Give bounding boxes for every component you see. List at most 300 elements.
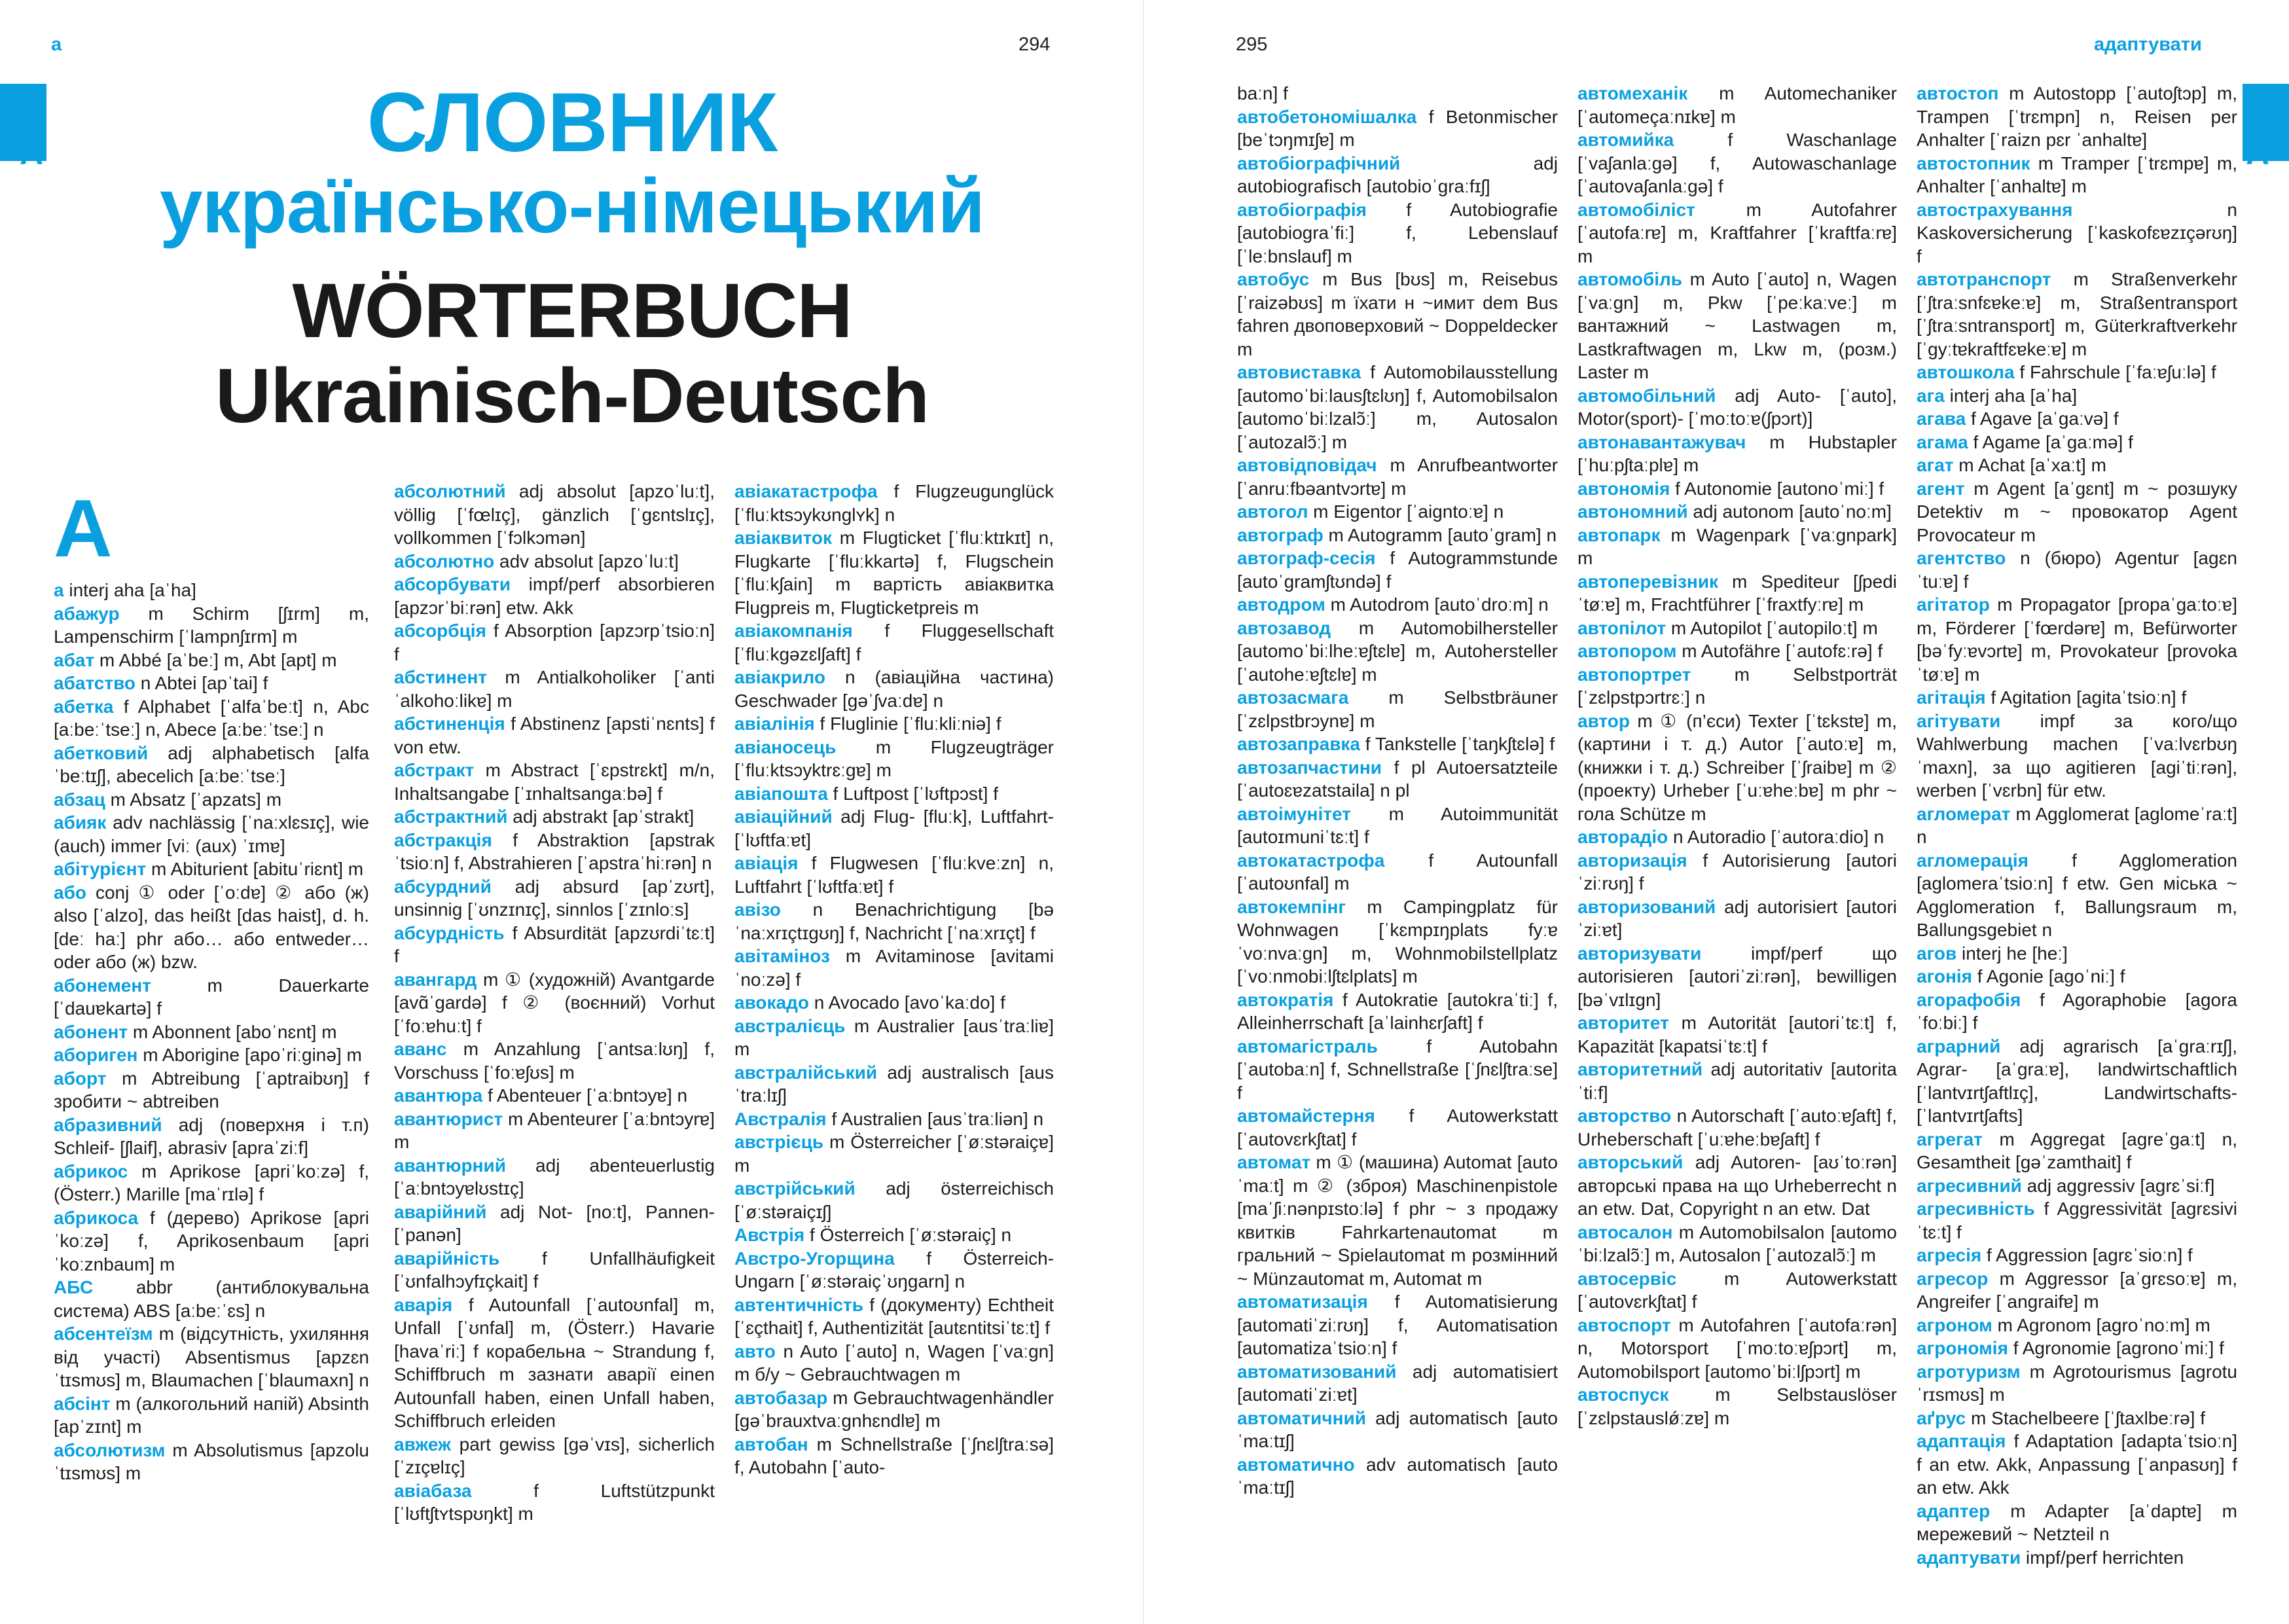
entry-translation: adj Flug- [fluːk], Luftfahrt- [ˈlʊftfaːɐt] [734,806,1054,850]
entry-headword: автомеханік [1577,83,1688,103]
entry-translation: m Agglomerat [aglomeˈraːt] n [1917,803,2237,847]
entry-translation: m Autopilot [ˈautopiloːt] m [1666,617,1878,638]
entry-translation: f (документу) Echtheit [ˈɛçthait] f, Authentizität [autɛntitsiˈtɛːt] f [734,1294,1054,1338]
entry-translation: m ① (машина) Automat [autoˈmaːt] m ② (зброя) Maschinenpistole [maˈʃiːnənpɪstoːlə] f phr ~ з продажу квитків Fahrkartenautomat m гральний ~ Spielautomat m розмінний ~ Münzautomat m, Automat m [1237,1152,1558,1289]
dictionary-entry [1917,454,2237,477]
entry-headword: абсорбція [394,621,486,641]
entry-translation: m Gebrauchtwagenhändler [gəˈbrauxtvaːgnhɛndlɐ] m [734,1387,1054,1431]
dictionary-entry [54,1043,369,1067]
entry-headword: авторський [1577,1152,1684,1172]
entry-headword: автоспуск [1577,1384,1669,1405]
dictionary-entry [1237,593,1558,617]
dictionary-entry [1917,1500,2237,1546]
entry-translation: m Adapter [aˈdaptɐ] m мережевий ~ Netzteil n [1917,1500,2237,1544]
thumb-index-letter-right: A [2246,135,2270,171]
entry-headword: автоімунітет [1237,803,1351,824]
entry-headword: авантюрний [394,1155,506,1176]
entry-headword: авіакомпанія [734,621,853,641]
entry-translation: interj aha [aˈha] [63,580,196,600]
entry-headword: авторитетний [1577,1059,1703,1079]
entry-headword: авторство [1577,1106,1672,1126]
entry-headword: автобазар [734,1387,828,1408]
dictionary-entry [1577,268,1897,384]
entry-headword: абажур [54,603,120,624]
dictionary-entry [54,672,369,695]
dictionary-entry [734,1223,1054,1247]
entry-headword: автор [1577,710,1630,731]
entry-headword: автосалон [1577,1221,1673,1242]
dictionary-entry [1577,1058,1897,1104]
entry-translation: n Auto [ˈauto] n, Wagen [ˈvaːgn] m б/у ~ Gebrauchtwagen m [734,1341,1054,1384]
dictionary-entry [394,1433,715,1479]
entry-headword: агентство [1917,548,2006,568]
entry-translation: f Abstinenz [apstiˈnɛnts] f von etw. [394,713,715,757]
entry-headword: автопортрет [1577,664,1691,685]
dictionary-entry [54,1113,369,1160]
dictionary-entry [1237,105,1558,152]
dictionary-entry [734,805,1054,852]
dictionary-entry [1917,803,2237,849]
entry-translation: m Anrufbeantworter [ˈanruːfbəantvɔrtɐ] m [1237,455,1558,499]
dictionary-entry [1917,407,2237,431]
dictionary-entry [1577,1383,1897,1430]
entry-headword: агітація [1917,687,1986,708]
dictionary-entry [394,875,715,922]
entry-translation: f Autokratie [autokraˈtiː] f, Alleinherrschaft [aˈlainhɛrʃaft] f [1237,989,1558,1033]
entry-translation: f Abenteuer [ˈaːbntɔyɐ] n [482,1085,688,1106]
dictionary-entry [54,1392,369,1439]
entry-headword: автократія [1237,989,1334,1010]
dictionary-entry [394,968,715,1038]
entry-translation: m Aprikose [apriˈkoːzə] f, (Österr.) Marille [maˈrɪlə] f [54,1161,369,1204]
dictionary-entry [394,829,715,875]
page-number-right: 295 [1236,34,1268,55]
entry-headword: ага [1917,385,1945,406]
dictionary-entry [1577,617,1897,640]
entry-translation: m Eigentor [ˈaigntoːɐ] n [1308,501,1504,522]
dictionary-entry [54,881,369,974]
dictionary-entry [394,805,715,829]
entry-translation: m Propagator [propaˈgaːtoːɐ] m, Förderer [ˈfœrdərɐ] m, Befürworter [bəˈfyːɐvɔrtɐ] m, Provokateur [provokaˈtøːɐ] m [1917,594,2237,685]
left-page [0,0,1144,1624]
dictionary-entry [734,1247,1054,1293]
running-head-right: адаптувати [2094,34,2202,55]
entry-headword: автодром [1237,594,1325,615]
entry-translation: f Flugwesen [ˈfluːkveːzn] n, Luftfahrt [ˈlʊftfaːɐt] f [734,853,1054,897]
page-number-left: 294 [1018,34,1051,55]
dictionary-entry [1237,1290,1558,1360]
dictionary-entry [1237,1360,1558,1407]
dictionary-entry [394,480,715,550]
dictionary-entry [1577,1221,1897,1267]
dictionary-entry [1237,152,1558,198]
entry-headword: автовиставка [1237,362,1361,382]
entry-headword: аварія [394,1294,453,1315]
entry-translation: f Autounfall [ˈautoʊnfal] m, Unfall [ˈʊnfal] m, (Österr.) Havarie [havaˈriː] f корабельна ~ Strandung f, Schiffbruch m зазнати аварії einen Autounfall haben, einen Unfall haben, Schiffbruch erleiden [394,1294,715,1431]
entry-headword: автомобіліст [1577,199,1695,220]
entry-headword: авто [734,1341,776,1362]
dictionary-entry [1917,384,2237,408]
entry-translation: n (бюро) Agentur [agɛnˈtuːɐ] f [1917,548,2237,592]
entry-translation: m Absatz [ˈapzats] m [105,789,282,810]
dictionary-entry [394,1293,715,1433]
entry-headword: авіабаза [394,1480,472,1501]
entry-translation: f Luftstützpunkt [ˈlʊftʃtʏtspʊŋkt] m [394,1480,715,1524]
entry-headword: автомагістраль [1237,1036,1378,1056]
dictionary-entry [1577,431,1897,477]
entry-translation: m Straßenverkehr [ˈʃtraːsnfɛɐkeːɐ] m, Straßentransport [ˈʃtraːsntransport] m, Güterkraftverkehr [ˈgyːtɐkraftfɛɐkeːɐ] m [1917,269,2237,359]
entry-headword: абітурієнт [54,859,147,879]
entry-headword: автономний [1577,501,1688,522]
entry-translation: m Autoimmunität [autoɪmuniˈtɛːt] f [1237,803,1558,847]
entry-headword: а [54,580,64,600]
entry-translation: m Aggregat [agreˈgaːt] n, Gesamtheit [gəˈzamthait] f [1917,1128,2237,1172]
entry-translation: adj autorisiert [autoriˈziːɐt] [1577,896,1897,940]
entry-translation: m Abenteurer [ˈaːbntɔyrɐ] m [394,1108,715,1152]
entry-translation: f Fluglinie [ˈfluːkliːniə] f [814,713,1001,734]
entry-headword: агов [1917,943,1957,964]
entry-translation: f Aggressivität [agrɛsiviˈtɛːt] f [1917,1199,2237,1242]
entry-headword: автоматично [1237,1454,1355,1475]
entry-headword: автозапчастини [1237,757,1382,778]
dictionary-entry [1237,524,1558,547]
entry-headword: агонія [1917,966,1972,986]
entry-translation: m Auto [ˈauto] n, Wagen [ˈvaːgn] m, Pkw [ˈpeːkaːveː] m вантажний ~ Lastwagen m, Lastkraftwagen m, Lkw m, (розм.) Laster m [1577,269,1897,382]
entry-translation: f Aggression [agrɛˈsioːn] f [1981,1245,2193,1265]
entry-translation: f pl Autoersatzteile [ˈautoɛɐzatstaila] n pl [1237,757,1558,801]
entry-translation: m Schnellstraße [ˈʃnɛlʃtraːsə] f, Autobahn [ˈauto- [734,1434,1054,1477]
dictionary-entry [1577,895,1897,942]
entry-headword: автобан [734,1434,808,1454]
entry-headword: автограф [1237,524,1324,545]
entry-translation: adv automatisch [autoˈmaːtɪʃ] [1237,1454,1558,1498]
entry-headword: автограф-сесія [1237,548,1376,568]
title-de-line1: WÖRTERBUCH [292,268,852,354]
dictionary-entry [1237,1104,1558,1151]
dictionary-entry [54,1206,369,1276]
title-ua-line1: СЛОВНИК [367,76,778,170]
entry-headword: аварійний [394,1201,487,1222]
entry-headword: аборт [54,1068,107,1089]
entry-translation: m Autodrom [autoˈdroːm] n [1325,594,1549,615]
entry-headword: агент [1917,478,1965,499]
entry-translation: f Waschanlage [ˈvaʃanlaːgə] f, Autowaschanlage [ˈautovaʃanlaːgə] f [1577,130,1897,196]
dictionary-entry [54,1439,369,1485]
dictionary-entry [1237,1407,1558,1453]
dictionary-entry [1237,500,1558,524]
dictionary-entry [734,1177,1054,1223]
entry-headword: агроном [1917,1314,1992,1335]
dictionary-entry [1237,198,1558,268]
entry-headword: абонент [54,1021,128,1042]
dictionary-entry [1917,942,2237,965]
entry-headword: абсурдність [394,922,505,943]
entry-translation: m Selbstporträt [ˈzɛlpstpɔrtrɛː] n [1577,664,1897,708]
dictionary-entry [54,1020,369,1044]
dictionary-entry [1917,1430,2237,1500]
entry-translation: adj österreichisch [ˈøːstəraiçɪʃ] [734,1178,1054,1222]
dictionary-entry [394,922,715,968]
dictionary-entry [1917,198,2237,268]
entry-headword: Австрія [734,1225,805,1245]
dictionary-entry [54,579,369,602]
entry-translation: f Autobiografie [autobiograˈfiː] f, Lebenslauf [ˈleːbnslauf] m [1237,199,1558,266]
entry-translation: m Automechaniker [ˈautomeçaːnɪkɐ] m [1577,83,1897,127]
entry-headword: авіапошта [734,783,828,804]
dictionary-entry [1237,1035,1558,1105]
entry-headword: абат [54,649,95,670]
entry-headword: абсентеїзм [54,1324,153,1344]
entry-translation: n Avocado [avoˈkaːdo] f [808,992,1005,1013]
dictionary-entry [1917,431,2237,454]
entry-translation: m Agronom [agroˈnoːm] m [1992,1314,2210,1335]
entry-headword: автосервіс [1577,1268,1677,1289]
dictionary-entry [1577,477,1897,501]
dictionary-entry [734,1386,1054,1433]
dictionary-entry [1917,1360,2237,1407]
dictionary-column [394,480,715,1526]
entry-translation: conj ① oder [ˈoːdɐ] ② або (ж) also [ˈalzo], das heißt [das haist], d. h. [deː haː] phr або… або entweder… oder або (ж) bzw. [54,882,369,972]
dictionary-entry [1577,198,1897,268]
entry-headword: автомат [1237,1152,1311,1172]
dictionary-entry [394,1200,715,1247]
entry-headword: абрикоса [54,1207,139,1228]
entry-headword: авіація [734,853,799,873]
dictionary-entry [394,619,715,666]
dictionary-entry [394,666,715,712]
entry-translation: f Australien [ausˈtraːliən] n [826,1108,1044,1129]
entry-translation: m Abtreibung [ˈaptraibʊŋ] f зробити ~ abtreiben [54,1068,369,1111]
entry-headword: аграрний [1917,1036,2001,1056]
dictionary-entry [734,898,1054,945]
entry-headword: автогол [1237,501,1308,522]
dictionary-entry [734,480,1054,526]
dictionary-entry [1577,128,1897,198]
entry-translation: impf/perf absorbieren [apzɔrˈbiːrən] etw. Akk [394,574,715,618]
thumb-index-letter-left: A [20,135,44,171]
dictionary-entry [394,759,715,805]
dictionary-entry [1917,965,2237,988]
entry-headword: авіаносець [734,736,837,757]
dictionary-entry [1237,617,1558,687]
dictionary-entry [1917,1244,2237,1267]
entry-translation: m Dauerkarte [ˈdauɐkartə] f [54,975,369,1019]
dictionary-entry [1577,710,1897,826]
entry-translation: m Abiturient [abituˈriɛnt] m [146,859,364,879]
entry-headword: автостопник [1917,153,2030,173]
entry-headword: авіаційний [734,806,833,827]
entry-translation: adj absolut [apzoˈluːt], völlig [ˈfœlɪç], gänzlich [ˈgɛntslɪç], vollkommen [ˈfɔlkɔmən] [394,481,715,548]
entry-translation: f Österreich-Ungarn [ˈøːstəraiçˈʊŋgarn] n [734,1248,1054,1291]
entry-headword: агітувати [1917,710,2001,731]
entry-headword: абетковий [54,742,149,763]
entry-translation: f Unfallhäufigkeit [ˈʊnfalhɔyfɪçkait] f [394,1248,715,1291]
entry-headword: адаптувати [1917,1547,2021,1568]
entry-translation: adj Not- [noːt], Pannen- [ˈpanən] [394,1201,715,1245]
dictionary-entry [1577,524,1897,570]
entry-headword: авізо [734,899,781,920]
dictionary-column [734,480,1054,1479]
dictionary-entry [1917,477,2237,547]
entry-headword: агротуризм [1917,1361,2021,1382]
entry-translation: m ① (художній) Avantgarde [avɑ̃ˈgardə] f ② (воєнний) Vorhut [ˈfoːɐhuːt] f [394,969,715,1036]
entry-translation: f Autorisierung [autoriˈziːrʊŋ] f [1577,850,1897,893]
dictionary-entry [1917,1314,2237,1337]
entry-translation: m Aggressor [aˈgrɛsoːɐ] m, Angreifer [ˈangraifɐ] m [1917,1268,2237,1312]
entry-headword: абетка [54,696,114,717]
entry-headword: автотранспорт [1917,269,2051,289]
dictionary-entry [54,1276,369,1322]
entry-headword: автобус [1237,269,1310,289]
entry-translation: f Automobilausstellung [automoˈbiːlausʃtɛlʊŋ] f, Automobilsalon [automoˈbiːlzalɔ̃ː] m, Autosalon [ˈautozalɔ̃ː] m [1237,362,1558,452]
entry-headword: авжеж [394,1434,451,1454]
entry-translation: part gewiss [gəˈvɪs], sicherlich [ˈzɪçɐlɪç] [394,1434,715,1477]
dictionary-entry [1577,849,1897,895]
title-ua-line2: українсько-німецький [159,163,985,249]
entry-translation: impf за кого/що Wahlwerbung machen [ˈvaːlvɛrbʊŋ ˈmaxn], за що agitieren [agiˈtiːrən], werben [ˈvɛrbn] für etw. [1917,710,2237,801]
title-de-line2: Ukrainisch-Deutsch [215,353,929,439]
entry-headword: австрієць [734,1132,824,1152]
dictionary-entry [734,1433,1054,1479]
dictionary-entry [1917,268,2237,361]
entry-headword: автомобільний [1577,385,1716,406]
dictionary-entry [1577,1151,1897,1221]
entry-translation: m Abbé [aˈbeː] m, Abt [apt] m [94,649,337,670]
entry-headword: автостоп [1917,83,1999,103]
entry-headword: автобіографічний [1237,153,1401,173]
entry-translation: m Avitaminose [avitamiˈnoːzə] f [734,946,1054,990]
entry-translation: m Bus [bʊs] m, Reisebus [ˈraizəbʊs] m їхати н ~имит dem Bus fahren двоповерховий ~ Doppeldecker m [1237,269,1558,359]
entry-translation: m Stachelbeere [ˈʃtaxlbeːrə] f [1966,1407,2205,1428]
dictionary-entry [54,742,369,788]
dictionary-entry [394,1038,715,1084]
entry-translation: m Agent [aˈgɛnt] m ~ розшуку Detektiv m ~ провокатор Agent Provocateur m [1917,478,2237,545]
dictionary-entry [1577,1104,1897,1151]
dictionary-entry [734,619,1054,666]
entry-translation: m Autostopp [ˈautoʃtɔp] m, Trampen [ˈtrɛmpn] n, Reisen per Anhalter [ˈraizn pɛr ˈanhaltɐ] [1917,83,2237,150]
entry-headword: автобетономішалка [1237,106,1417,127]
right-page [1144,0,2289,1624]
entry-headword: автострахування [1917,199,2073,220]
entry-headword: автономія [1577,478,1670,499]
entry-headword: агресор [1917,1268,1989,1289]
dictionary-entry [1917,593,2237,686]
dictionary-entry [1237,756,1558,803]
entry-translation: m (відсутність, ухиляння від участі) Absentismus [apzɛnˈtɪsmʊs] m, Blaumachen [ˈblaumaxn] n [54,1324,369,1390]
dictionary-entry [1577,1267,1897,1314]
dictionary-column [1917,82,2237,1569]
entry-translation: f Autowerkstatt [ˈautovɛrkʃtat] f [1237,1106,1558,1149]
entry-translation: interj aha [aˈha] [1944,385,2078,406]
dictionary-entry [1577,1011,1897,1058]
dictionary-entry [734,736,1054,782]
dictionary-entry [1917,988,2237,1035]
entry-translation: adj absurd [apˈzʊrt], unsinnig [ˈʊnzɪnɪç], sinnlos [ˈzɪnloːs] [394,876,715,920]
entry-headword: автомийка [1577,130,1674,150]
entry-headword: абстиненція [394,713,505,734]
entry-translation: f Automatisierung [automatiˈziːrʊŋ] f, Automatisation [automatizaˈtsioːn] f [1237,1291,1558,1358]
entry-translation: m Abonnent [aboˈnɛnt] m [128,1021,337,1042]
entry-translation: n Kaskoversicherung [ˈkaskofɛɐzɪçərʊŋ] f [1917,199,2237,266]
entry-headword: аварійність [394,1248,500,1269]
dictionary-entry [1577,640,1897,663]
entry-translation: adv absolut [apzoˈluːt] [494,550,679,571]
dictionary-entry [1577,82,1897,128]
dictionary-entry [1917,1197,2237,1244]
entry-translation: f Betonmischer [beˈtɔŋmɪʃɐ] m [1237,106,1558,150]
entry-headword: АБС [54,1277,94,1297]
dictionary-entry [1917,710,2237,803]
entry-translation: m Australier [ausˈtraːliɐ] m [734,1015,1054,1059]
entry-headword: Австро-Угорщина [734,1248,895,1269]
dictionary-entry [54,974,369,1020]
entry-translation: adj abenteuerlustig [ˈaːbntɔyɐlʊstɪç] [394,1155,715,1199]
entry-translation: f Agronomie [agronoˈmiː] f [2008,1338,2224,1358]
entry-headword: авангард [394,969,477,990]
entry-translation: adj Autoren- [aʊˈtoːrən] авторські права на що Urheberrecht n an etw. Dat, Copyright n an etw. Dat [1577,1152,1897,1219]
entry-headword: австралієць [734,1015,846,1036]
entry-headword: автоперевізник [1577,571,1719,592]
dictionary-entry [54,1067,369,1113]
entry-headword: агресивність [1917,1199,2035,1219]
dictionary-entry [734,991,1054,1015]
entry-translation: impf/perf herrichten [2021,1547,2184,1568]
entry-headword: авокадо [734,992,809,1013]
entry-headword: автозавод [1237,617,1331,638]
dictionary-entry [1237,849,1558,895]
entry-translation: f Tankstelle [ˈtaŋkʃtɛlə] f [1360,734,1555,754]
entry-translation: m Schirm [ʃɪrm] m, Lampenschirm [ˈlampnʃɪrm] m [54,603,369,647]
entry-headword: аванс [394,1039,447,1059]
entry-headword: автомобіль [1577,269,1683,289]
entry-headword: абзац [54,789,105,810]
entry-translation: f Absurdität [apzʊrdiˈtɛːt] f [394,922,715,966]
entry-headword: агрегат [1917,1128,1983,1149]
entry-headword: автовідповідач [1237,455,1377,475]
entry-translation: m Achat [aˈxaːt] m [1953,455,2106,475]
entry-translation: f Agonie [agoˈniː] f [1972,966,2125,986]
dictionary-entry [1577,1314,1897,1384]
dictionary-entry [1577,825,1897,849]
entry-translation: f Fluggesellschaft [ˈfluːkgəzɛlʃaft] f [734,621,1054,664]
entry-translation: m Autofahren [ˈautofaːrən] n, Motorsport [ˈmoːtoːɐʃpɔrt] m, Automobilsport [automoˈbiːlʃpɔrt] m [1577,1314,1897,1382]
dictionary-entry [394,1108,715,1154]
entry-translation: m Absolutismus [apzoluˈtɪsmʊs] m [54,1439,369,1483]
dictionary-entry [734,666,1054,712]
dictionary-entry [1237,268,1558,361]
entry-translation: f Autonomie [autonoˈmiː] f [1670,478,1884,499]
dictionary-entry [1917,361,2237,384]
dictionary-entry [394,573,715,619]
entry-translation: n Benachrichtigung [bəˈnaːxrɪçtɪgʊŋ] f, Nachricht [ˈnaːxrɪçt] f [734,899,1054,943]
dictionary-entry [394,712,715,759]
entry-translation: m Agrotourismus [agrotuˈrɪsmʊs] m [1917,1361,2237,1405]
entry-headword: абразивний [54,1114,162,1135]
dictionary-entry [394,1154,715,1200]
entry-headword: авіаквиток [734,528,833,548]
entry-headword: авторизувати [1577,943,1702,964]
entry-headword: автокемпінг [1237,896,1346,917]
entry-translation: f Alphabet [ˈalfaˈbeːt] n, Abc [aːbeːˈtseː] n, Abece [aːbeːˈtseː] n [54,696,369,740]
entry-translation: adj automatisiert [automatiˈziːɐt] [1237,1361,1558,1405]
entry-headword: агат [1917,455,1954,475]
entry-translation: f Agitation [agitaˈtsioːn] f [1985,687,2187,708]
entry-headword: австралійський [734,1062,878,1083]
entry-translation: m ① (п’єси) Texter [ˈtɛkstɐ] m, (картини і т. д.) Autor [ˈautoːɐ] m, (книжки і т. д.) Schreiber [ˈʃraibɐ] m ② (проекту) Urheber [ˈuːɐheːbɐ] m phr ~ гола Schütze m [1577,710,1897,824]
entry-headword: абрикос [54,1161,128,1182]
entry-translation: interj he [heː] [1956,943,2068,964]
entry-translation: m Campingplatz für Wohnwagen [ˈkɛmpɪŋplats fyːɐ ˈvoːnvaːgn] m, Wohnmobilstellplatz [ˈvoːnmobiːlʃtɛlplats] m [1237,896,1558,986]
